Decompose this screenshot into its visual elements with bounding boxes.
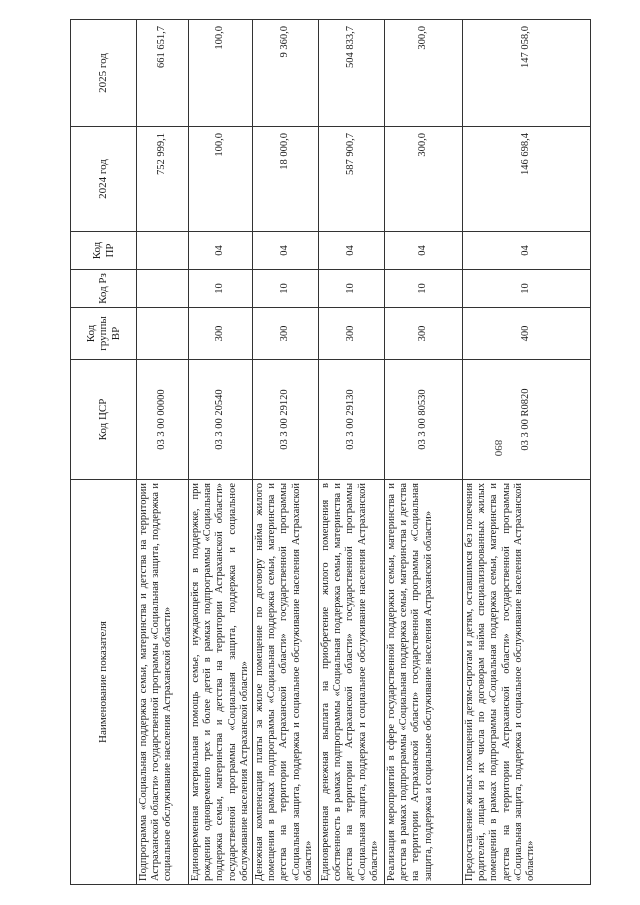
rotated-table-frame <box>70 20 590 885</box>
row-2025: 100,0 <box>189 20 253 127</box>
header-csr: Код ЦСР <box>71 360 137 480</box>
header-name: Наименование показателя <box>71 480 137 885</box>
row-2025: 300,0 <box>385 20 463 127</box>
header-rz: Код Рз <box>71 270 137 308</box>
row-vr: 300 <box>319 308 385 360</box>
table-row <box>319 20 385 885</box>
header-vr: Код группы ВР <box>71 308 137 360</box>
row-csr: 03 3 00 29130 <box>319 360 385 480</box>
table-row <box>189 20 253 885</box>
row-2024: 146 698,4 <box>463 127 591 232</box>
row-2025: 661 651,7 <box>137 20 189 127</box>
row-name: Денежная компенсация платы за жилое помещение по договору найма жилого помещения в рамках подпрограммы «Социальная поддержка семьи, материнства и детства на территории Астраханской области» государственной программы «Социальная защита, поддержка и социальное обслуживание населения Астраханской области» <box>253 480 319 885</box>
row-2025: 504 833,7 <box>319 20 385 127</box>
row-2024: 752 999,1 <box>137 127 189 232</box>
table-row <box>385 20 463 885</box>
row-name: Единовременная материальная помощь семье, нуждающейся в поддержке, при рождении одновременно трех и более детей в рамках подпрограммы «Социальная поддержка семьи, материнства и детства на территории Астраханской области» государственной программы «Социальная защита, поддержка и социальное обслуживание населения Астраханской области» <box>189 480 253 885</box>
row-name: Предоставление жилых помещений детям-сиротам и детям, оставшимся без попечения родителей, лицам из их числа по договорам найма специализированных жилых помещений в рамках подпрограммы «Социальная поддержка семьи, материнства и детства на территории Астраханской области» государственной программы «Социальная защита, поддержка и социальное обслуживание населения Астраханской области» <box>463 480 591 885</box>
table-sheet <box>70 20 590 885</box>
row-name: Реализация мероприятий в сфере государственной поддержки семьи, материнства и детства в рамках подпрограммы «Социальная поддержка семьи, материнства и детства на территории Астраханской области» государственной программы «Социальная защита, поддержка и социальное обслуживание населения Астраханской области» <box>385 480 463 885</box>
row-rz: 10 <box>385 270 463 308</box>
row-rz <box>137 270 189 308</box>
row-pr <box>137 232 189 270</box>
row-name: Единовременная денежная выплата на приобретение жилого помещения в собственность в рамках подпрограммы «Социальная поддержка семьи, материнства и детства на территории Астраханской области» государственной программы «Социальная защита, поддержка и социальное обслуживание населения Астраханской области» <box>319 480 385 885</box>
row-pr: 04 <box>253 232 319 270</box>
row-2025: 9 360,0 <box>253 20 319 127</box>
row-rz: 10 <box>319 270 385 308</box>
budget-table <box>70 19 591 885</box>
row-2024: 18 000,0 <box>253 127 319 232</box>
row-csr: 03 3 00 R0820 <box>463 360 591 480</box>
row-pr: 04 <box>463 232 591 270</box>
row-name: Подпрограмма «Социальная поддержка семьи, материнства и детства на территории Астраханской области» государственной программы «Социальная защита, поддержка и социальное обслуживание населения Астраханской области» <box>137 480 189 885</box>
header-row <box>71 20 137 885</box>
row-vr: 300 <box>189 308 253 360</box>
row-rz: 10 <box>253 270 319 308</box>
row-2024: 587 900,7 <box>319 127 385 232</box>
row-pr: 04 <box>385 232 463 270</box>
header-2024: 2024 год <box>71 127 137 232</box>
row-rz: 10 <box>463 270 591 308</box>
row-vr: 400 <box>463 308 591 360</box>
row-pr: 04 <box>319 232 385 270</box>
row-vr: 300 <box>253 308 319 360</box>
page-number: 890 <box>492 439 504 457</box>
row-csr: 03 3 00 00000 <box>137 360 189 480</box>
row-csr: 03 3 00 29120 <box>253 360 319 480</box>
row-2025: 147 058,0 <box>463 20 591 127</box>
header-pr: Код ПР <box>71 232 137 270</box>
row-vr: 300 <box>385 308 463 360</box>
row-pr: 04 <box>189 232 253 270</box>
header-2025: 2025 год <box>71 20 137 127</box>
row-2024: 300,0 <box>385 127 463 232</box>
row-csr: 03 3 00 80530 <box>385 360 463 480</box>
row-2024: 100,0 <box>189 127 253 232</box>
row-vr <box>137 308 189 360</box>
table-row <box>253 20 319 885</box>
row-rz: 10 <box>189 270 253 308</box>
table-row <box>463 20 591 885</box>
row-csr: 03 3 00 20540 <box>189 360 253 480</box>
table-row <box>137 20 189 885</box>
